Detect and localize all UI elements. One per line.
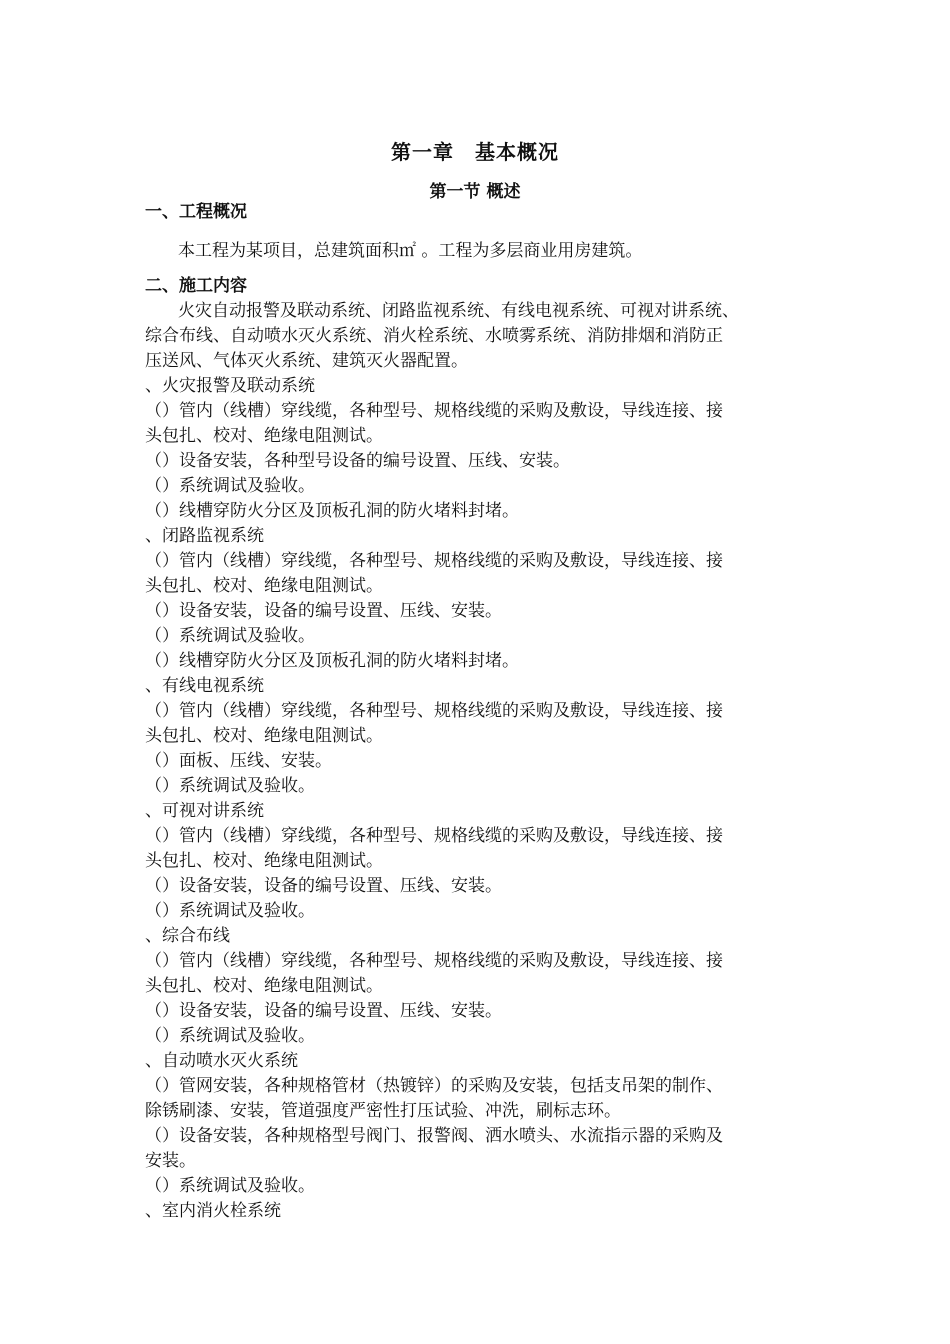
list-item: （）管内（线槽）穿线缆，各种型号、规格线缆的采购及敷设，导线连接、接 [145,826,723,846]
list-item: 、可视对讲系统 [145,801,264,821]
list-item: （）管内（线槽）穿线缆，各种型号、规格线缆的采购及敷设，导线连接、接 [145,951,723,971]
list-item: 、火灾报警及联动系统 [145,376,315,396]
part1-text-block [145,239,810,264]
list-item: （）设备安装，设备的编号设置、压线、安装。 [145,876,502,896]
list-item: （）管内（线槽）穿线缆，各种型号、规格线缆的采购及敷设，导线连接、接 [145,551,723,571]
list-item: （）系统调试及验收。 [145,476,315,496]
list-item: （）系统调试及验收。 [145,1026,315,1046]
part2-block [145,274,810,1224]
part1-text: 本工程为某项目，总建筑面积㎡ 。工程为多层商业用房建筑。 [178,241,643,261]
list-item: 安装。 [145,1151,196,1171]
list-item: 头包扎、校对、绝缘电阻测试。 [145,576,383,596]
list-item: 头包扎、校对、绝缘电阻测试。 [145,726,383,746]
list-item: （）系统调试及验收。 [145,626,315,646]
part2-intro-line: 综合布线、自动喷水灭火系统、消火栓系统、水喷雾系统、消防排烟和消防正 [145,326,723,346]
list-item: 、室内消火栓系统 [145,1201,281,1221]
section-title: 第一节 概述 [429,182,521,202]
list-item: 头包扎、校对、绝缘电阻测试。 [145,976,383,996]
list-item: 、自动喷水灭火系统 [145,1051,298,1071]
list-item: （）管内（线槽）穿线缆，各种型号、规格线缆的采购及敷设，导线连接、接 [145,701,723,721]
list-item: （）系统调试及验收。 [145,1176,315,1196]
list-item: （）设备安装，各种规格型号阀门、报警阀、洒水喷头、水流指示器的采购及 [145,1126,723,1146]
part2-heading: 二、施工内容 [145,276,247,296]
part2-intro-line: 压送风、气体灭火系统、建筑灭火器配置。 [145,351,468,371]
list-item: （）线槽穿防火分区及顶板孔洞的防火堵料封堵。 [145,501,519,521]
list-item: （）面板、压线、安装。 [145,751,332,771]
list-item: （）设备安装，设备的编号设置、压线、安装。 [145,601,502,621]
list-item: （）线槽穿防火分区及顶板孔洞的防火堵料封堵。 [145,651,519,671]
list-item: （）设备安装，设备的编号设置、压线、安装。 [145,1001,502,1021]
list-item: 、综合布线 [145,926,230,946]
list-item: （）系统调试及验收。 [145,901,315,921]
chapter-title: 第一章 基本概况 [391,140,559,164]
list-item: 除锈刷漆、安装，管道强度严密性打压试验、冲洗，刷标志环。 [145,1101,621,1121]
part1-heading: 一、工程概况 [145,202,247,222]
list-item: （）管内（线槽）穿线缆，各种型号、规格线缆的采购及敷设，导线连接、接 [145,401,723,421]
list-item: （）管网安装，各种规格管材（热镀锌）的采购及安装，包括支吊架的制作、 [145,1076,723,1096]
part2-intro-line: 火灾自动报警及联动系统、闭路监视系统、有线电视系统、可视对讲系统、 [178,301,739,321]
list-item: （）设备安装，各种型号设备的编号设置、压线、安装。 [145,451,570,471]
list-item: 头包扎、校对、绝缘电阻测试。 [145,426,383,446]
part1-block [145,200,810,225]
list-item: 头包扎、校对、绝缘电阻测试。 [145,851,383,871]
list-item: 、有线电视系统 [145,676,264,696]
list-item: （）系统调试及验收。 [145,776,315,796]
list-item: 、闭路监视系统 [145,526,264,546]
